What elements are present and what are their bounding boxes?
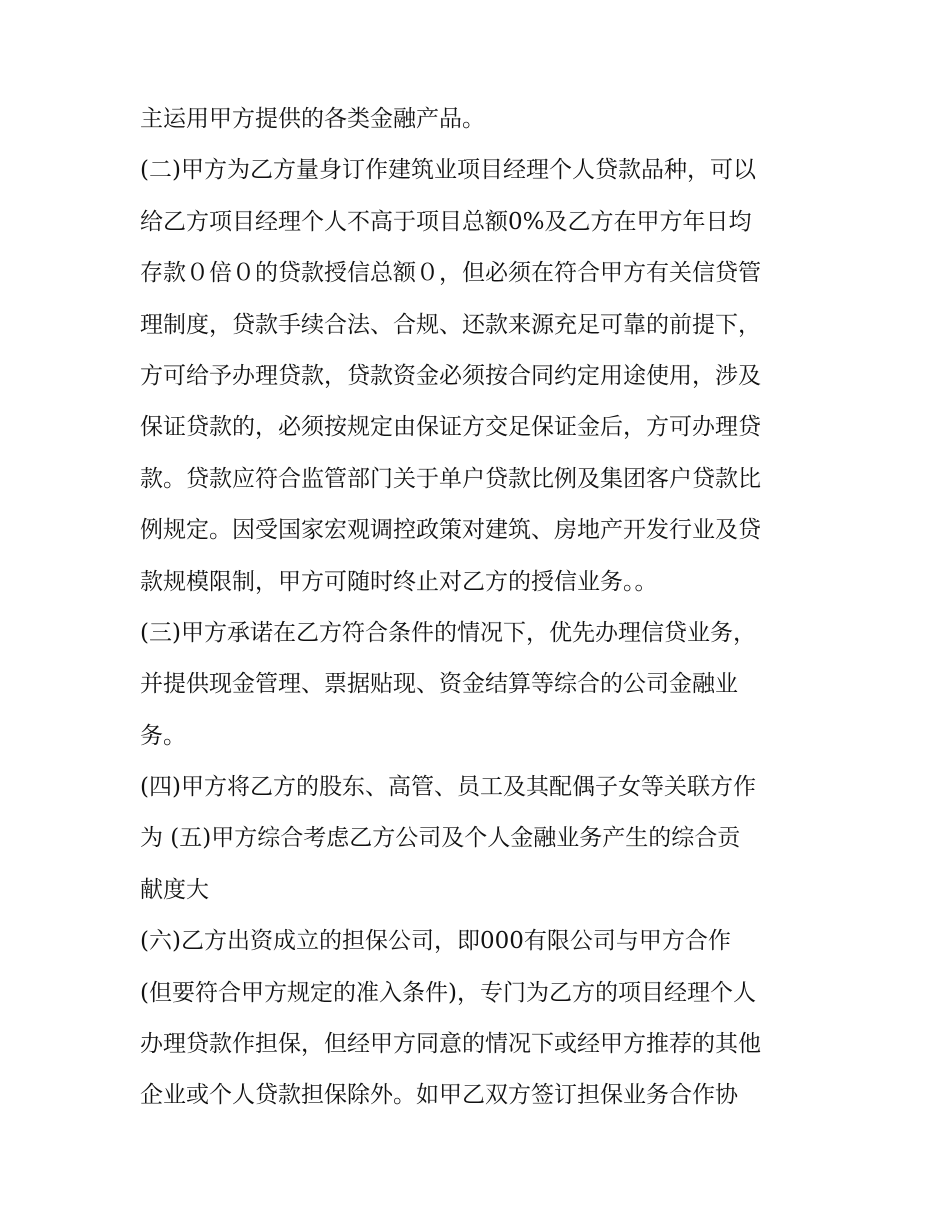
text-line: 为 (五)甲方综合考虑乙方公司及个人金融业务产生的综合贡 <box>140 825 741 852</box>
text-line: 给乙方项目经理个人不高于项目总额0%及乙方在甲方年日均 <box>140 208 752 235</box>
text-line: 献度大 <box>140 876 209 903</box>
text-line: 款。贷款应符合监管部门关于单户贷款比例及集团客户贷款比 <box>140 465 761 492</box>
text-line: 例规定。因受国家宏观调控政策对建筑、房地产开发行业及贷 <box>140 517 761 544</box>
text-line: (四)甲方将乙方的股东、高管、员工及其配偶子女等关联方作 <box>140 774 756 801</box>
text-line: 理制度，贷款手续合法、合规、还款来源充足可靠的前提下， <box>140 311 761 338</box>
text-line: 方可给予办理贷款，贷款资金必须按合同约定用途使用，涉及 <box>140 362 761 389</box>
text-line: 保证贷款的，必须按规定由保证方交足保证金后，方可办理贷 <box>140 414 761 441</box>
text-line: 务。 <box>140 722 186 749</box>
text-line: 存款０倍０的贷款授信总额０，但必须在符合甲方有关信贷管 <box>140 260 761 287</box>
text-line: 企业或个人贷款担保除外。如甲乙双方签订担保业务合作协 <box>140 1082 738 1109</box>
text-line: (三)甲方承诺在乙方符合条件的情况下，优先办理信贷业务， <box>140 619 756 646</box>
text-line: 款规模限制，甲方可随时终止对乙方的授信业务。。 <box>140 568 658 595</box>
text-line: 办理贷款作担保，但经甲方同意的情况下或经甲方推荐的其他 <box>140 1031 761 1058</box>
text-line: 并提供现金管理、票据贴现、资金结算等综合的公司金融业 <box>140 671 738 698</box>
text-line: 主运用甲方提供的各类金融产品。 <box>140 106 485 132</box>
document-body-text <box>140 108 820 1136</box>
text-line: (二)甲方为乙方量身订作建筑业项目经理个人贷款品种，可以 <box>140 157 756 184</box>
text-line: (六)乙方出资成立的担保公司，即000有限公司与甲方合作 <box>140 928 731 955</box>
text-line: (但要符合甲方规定的准入条件)，专门为乙方的项目经理个人 <box>140 979 756 1006</box>
